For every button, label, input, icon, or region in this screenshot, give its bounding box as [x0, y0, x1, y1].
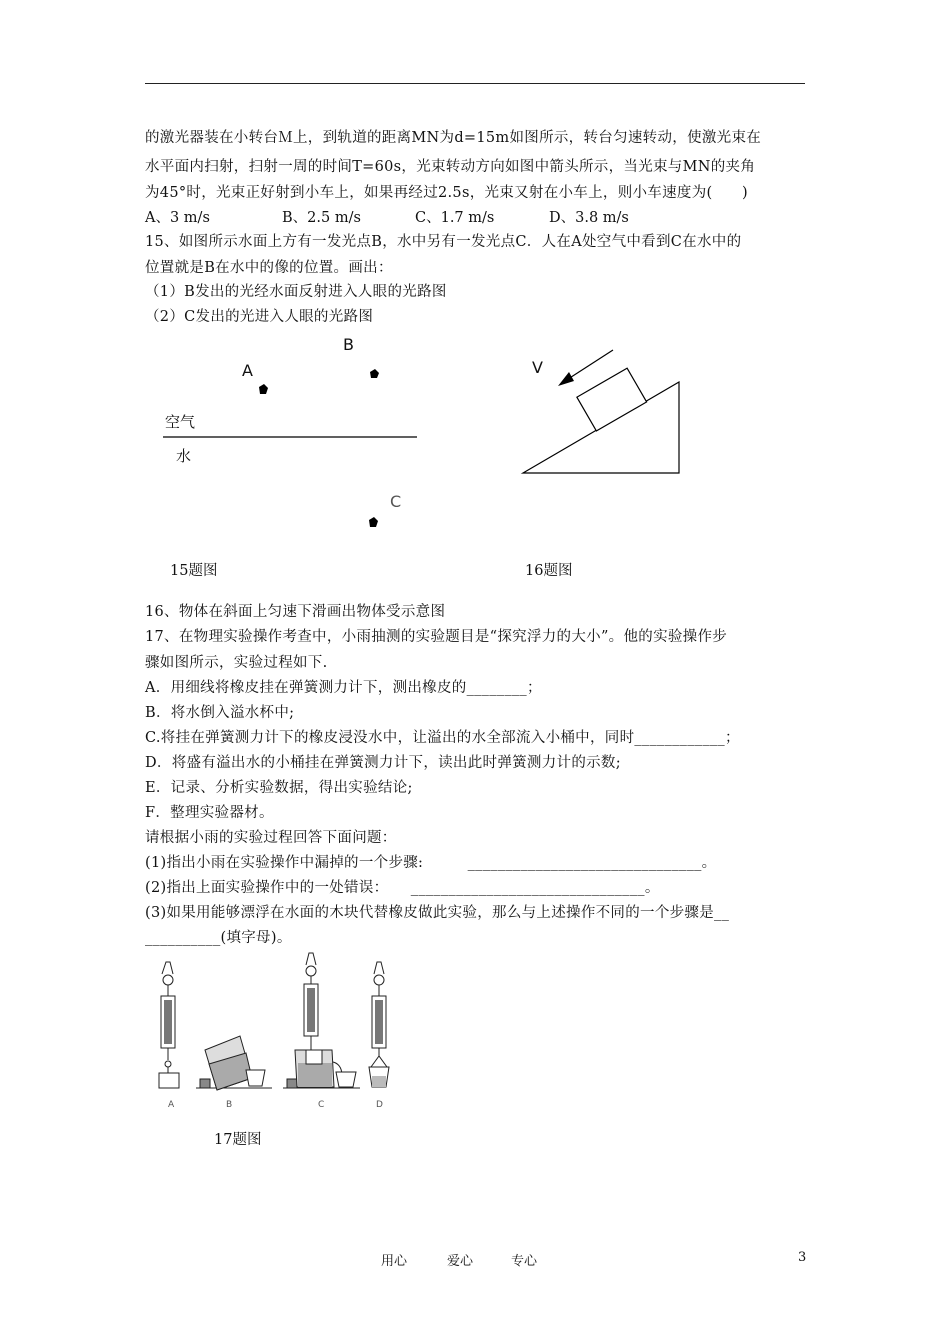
q17-answer-2: (2)指出上面实验操作中的一处错误： _______________________________。	[145, 880, 660, 896]
q14-line-1: 的激光器装在小转台Ｍ上，到轨道的距离MN为d=15m如图所示，转台匀速转动，使激光束在	[145, 130, 762, 146]
q17-step-a: A．用细线将橡皮挂在弹簧测力计下，测出橡皮的________；	[145, 680, 542, 696]
fig17-label-b: B	[226, 1100, 233, 1110]
q15-line-2: 位置就是B在水中的像的位置。画出：	[145, 260, 393, 276]
q15-line-4: （2）C发出的光进入人眼的光路图	[145, 309, 374, 325]
q17-line-1: 17、在物理实验操作考查中，小雨抽测的实验题目是“探究浮力的大小”。他的实验操作步	[145, 629, 728, 645]
q14-line-3: 为45°时，光束正好射到小车上，如果再经过2.5s，光束又射在小车上，则小车速度为( )	[145, 185, 749, 201]
fig17-step-c	[283, 953, 360, 1088]
footer-motto-1: 用心	[381, 1254, 408, 1269]
figure-17-caption: 17题图	[214, 1132, 262, 1148]
label-water: 水	[176, 447, 192, 465]
figure-15-caption: 15题图	[170, 563, 218, 579]
label-c: C	[390, 492, 402, 511]
q16-text: 16、物体在斜面上匀速下滑画出物体受示意图	[145, 604, 446, 620]
q17-step-f: F．整理实验器材。	[145, 805, 274, 821]
label-air: 空气	[165, 413, 196, 431]
q17-line-2: 骤如图所示，实验过程如下.	[145, 655, 328, 671]
q14-option-c: C、1.7 m/s	[415, 210, 495, 226]
q17-step-c: C.将挂在弹簧测力计下的橡皮浸没水中，让溢出的水全部流入小桶中，同时____________；	[145, 730, 740, 746]
q17-step-e: E．记录、分析实验数据，得出实验结论;	[145, 780, 413, 796]
q17-answer-3b: __________(填字母)。	[145, 930, 292, 946]
footer-motto-3: 专心	[511, 1254, 538, 1269]
q17-step-d: D．将盛有溢出水的小桶挂在弹簧测力计下，读出此时弹簧测力计的示数;	[145, 755, 621, 771]
q14-option-d: D、3.8 m/s	[549, 210, 629, 226]
fig17-step-b	[196, 1036, 272, 1090]
q17-answer-1: (1)指出小雨在实验操作中漏掉的一个步骤: _______________________________。	[145, 855, 717, 871]
q14-option-a: A、3 m/s	[145, 210, 210, 226]
fig17-step-a	[159, 962, 179, 1088]
q17-ask: 请根据小雨的实验过程回答下面问题：	[145, 830, 397, 846]
q14-line-2: 水平面内扫射，扫射一周的时间T=60s，光束转动方向如图中箭头所示，当光束与MN的夹角	[145, 159, 756, 175]
q17-answer-3a: (3)如果用能够漂浮在水面的木块代替橡皮做此实验，那么与上述操作不同的一个步骤是__	[145, 905, 730, 921]
fig17-label-d: D	[376, 1100, 383, 1110]
label-b: B	[343, 335, 354, 354]
q17-step-b: B．将水倒入溢水杯中;	[145, 705, 295, 721]
q14-option-b: B、2.5 m/s	[282, 210, 361, 226]
fig17-label-c: C	[318, 1100, 325, 1110]
label-velocity: V	[532, 358, 543, 377]
footer-motto-2: 爱心	[447, 1254, 474, 1269]
page-number: 3	[798, 1250, 807, 1265]
q15-line-1: 15、如图所示水面上方有一发光点B，水中另有一发光点C．人在A处空气中看到C在水中的	[145, 234, 742, 250]
figure-16-caption: 16题图	[525, 563, 573, 579]
label-a: A	[242, 361, 253, 380]
fig17-label-a: A	[168, 1100, 175, 1110]
q15-line-3: （1）B发出的光经水面反射进入人眼的光路图	[145, 284, 447, 300]
fig17-step-d	[369, 962, 389, 1087]
